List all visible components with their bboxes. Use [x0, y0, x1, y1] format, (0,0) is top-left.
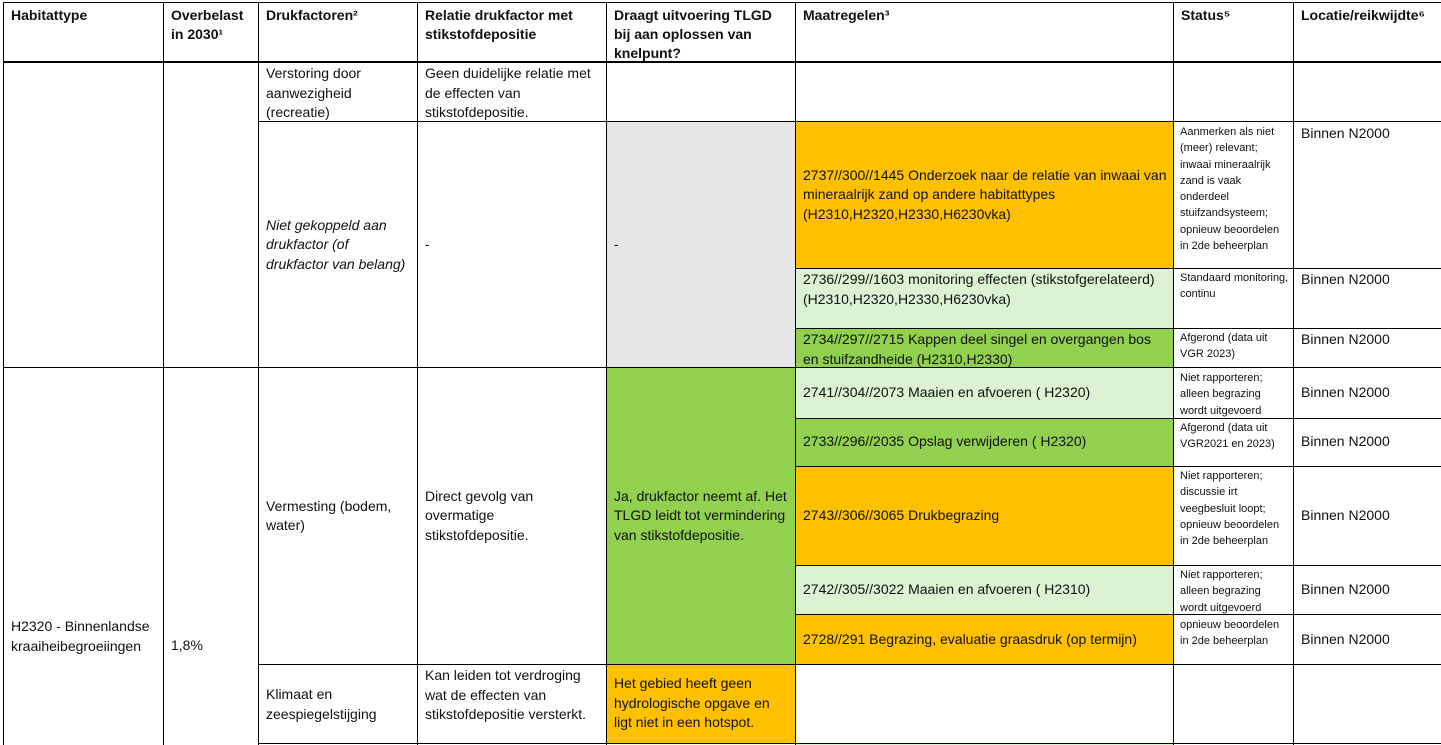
drukfactor-recreatie: Verstoring door aanwezigheid (recreatie): [266, 65, 361, 120]
overbelast-value: 1,8%: [171, 637, 203, 653]
locatie-2734: Binnen N2000: [1301, 331, 1390, 347]
relatie-recreatie: Geen duidelijke relatie met de effecten van stikstofdepositie.: [425, 65, 591, 120]
maatregel-2736: 2736//299//1603 monitoring effecten (stikstofgerelateerd) (H2310,H2320,H2330,H6230vka): [795, 268, 1173, 328]
draagt-vermesting-cell: Ja, drukfactor neemt af. Het TLGD leidt tot vermindering van stikstofdepositie.: [606, 368, 795, 664]
maatregel-2733: 2733//296//2035 Opslag verwijderen ( H2320): [795, 418, 1173, 466]
maatregel-2737: 2737//300//1445 Onderzoek naar de relatie van inwaai van mineraalrijk zand op andere habitattypes (H2310,H2320,H2330,H6230vka): [795, 122, 1173, 268]
status-2728: opnieuw beoordelen in 2de beheerplan: [1180, 619, 1280, 648]
locatie-2741: Binnen N2000: [1301, 384, 1390, 401]
status-2737: Aanmerken als niet (meer) relevant; inwaai mineraalrijk zand is vaak onderdeel stuifzandsysteem; opnieuw beoordelen in 2de beheerplan: [1180, 126, 1280, 253]
drukfactor-vermesting: Vermesting (bodem, water): [266, 497, 392, 533]
drukfactor-niet-gekoppeld: Niet gekoppeld aan drukfactor (of drukfactor van belang): [266, 216, 406, 272]
locatie-2743: Binnen N2000: [1301, 506, 1390, 523]
locatie-2742: Binnen N2000: [1301, 581, 1390, 598]
maatregel-2743: 2743//306//3065 Drukbegrazing: [795, 466, 1173, 565]
header-habitattype: Habitattype: [11, 7, 88, 23]
header-draagt: Draagt uitvoering TLGD bij aan oplossen van knelpunt?: [614, 7, 772, 61]
habitattype-h2320: H2320 - Binnenlandse kraaiheibegroeiingen: [11, 618, 150, 654]
drukfactor-klimaat: Klimaat en zeespiegelstijging: [266, 686, 377, 722]
header-status: Status⁵: [1181, 7, 1231, 23]
header-locatie: Locatie/reikwijdte⁶: [1301, 7, 1425, 23]
draagt-dash-cell: -: [606, 122, 795, 368]
locatie-2737: Binnen N2000: [1301, 125, 1390, 141]
relatie-vermesting: Direct gevolg van overmatige stikstofdepositie.: [425, 487, 534, 543]
maatregel-2728: 2728//291 Begrazing, evaluatie graasdruk (op termijn): [795, 615, 1173, 664]
maatregel-2734: 2734//297//2715 Kappen deel singel en overgangen bos en stuifzandheide (H2310,H2330): [795, 328, 1173, 368]
relatie-klimaat: Kan leiden tot verdroging wat de effecten van stikstofdepositie versterkt.: [425, 667, 587, 722]
draagt-klimaat-cell: Het gebied heeft geen hydrologische opgave en ligt niet in een hotspot.: [606, 664, 795, 743]
status-2736: Standaard monitoring, continu: [1180, 272, 1289, 301]
maatregel-2742: 2742//305//3022 Maaien en afvoeren ( H2310): [795, 565, 1173, 615]
status-2733: Afgerond (data uit VGR2021 en 2023): [1180, 422, 1275, 451]
locatie-2733: Binnen N2000: [1301, 433, 1390, 450]
status-2741: Niet rapporteren; alleen begrazing wordt uitgevoerd: [1180, 372, 1263, 417]
maatregel-2741: 2741//304//2073 Maaien en afvoeren ( H2320): [795, 368, 1173, 418]
header-relatie: Relatie drukfactor met stikstofdepositie: [425, 7, 573, 42]
status-2743: Niet rapporteren; discussie irt veegbesluit loopt; opnieuw beoordelen in 2de beheerplan: [1180, 470, 1280, 548]
header-drukfactoren: Drukfactoren²: [266, 7, 358, 23]
status-2742: Niet rapporteren; alleen begrazing wordt uitgevoerd: [1180, 569, 1263, 614]
locatie-2736: Binnen N2000: [1301, 271, 1390, 287]
header-overbelast: Overbelast in 2030¹: [171, 7, 244, 42]
locatie-2728: Binnen N2000: [1301, 630, 1390, 647]
header-maatregelen: Maatregelen³: [803, 7, 890, 23]
status-2734: Afgerond (data uit VGR 2023): [1180, 332, 1268, 361]
relatie-dash: -: [425, 236, 430, 253]
